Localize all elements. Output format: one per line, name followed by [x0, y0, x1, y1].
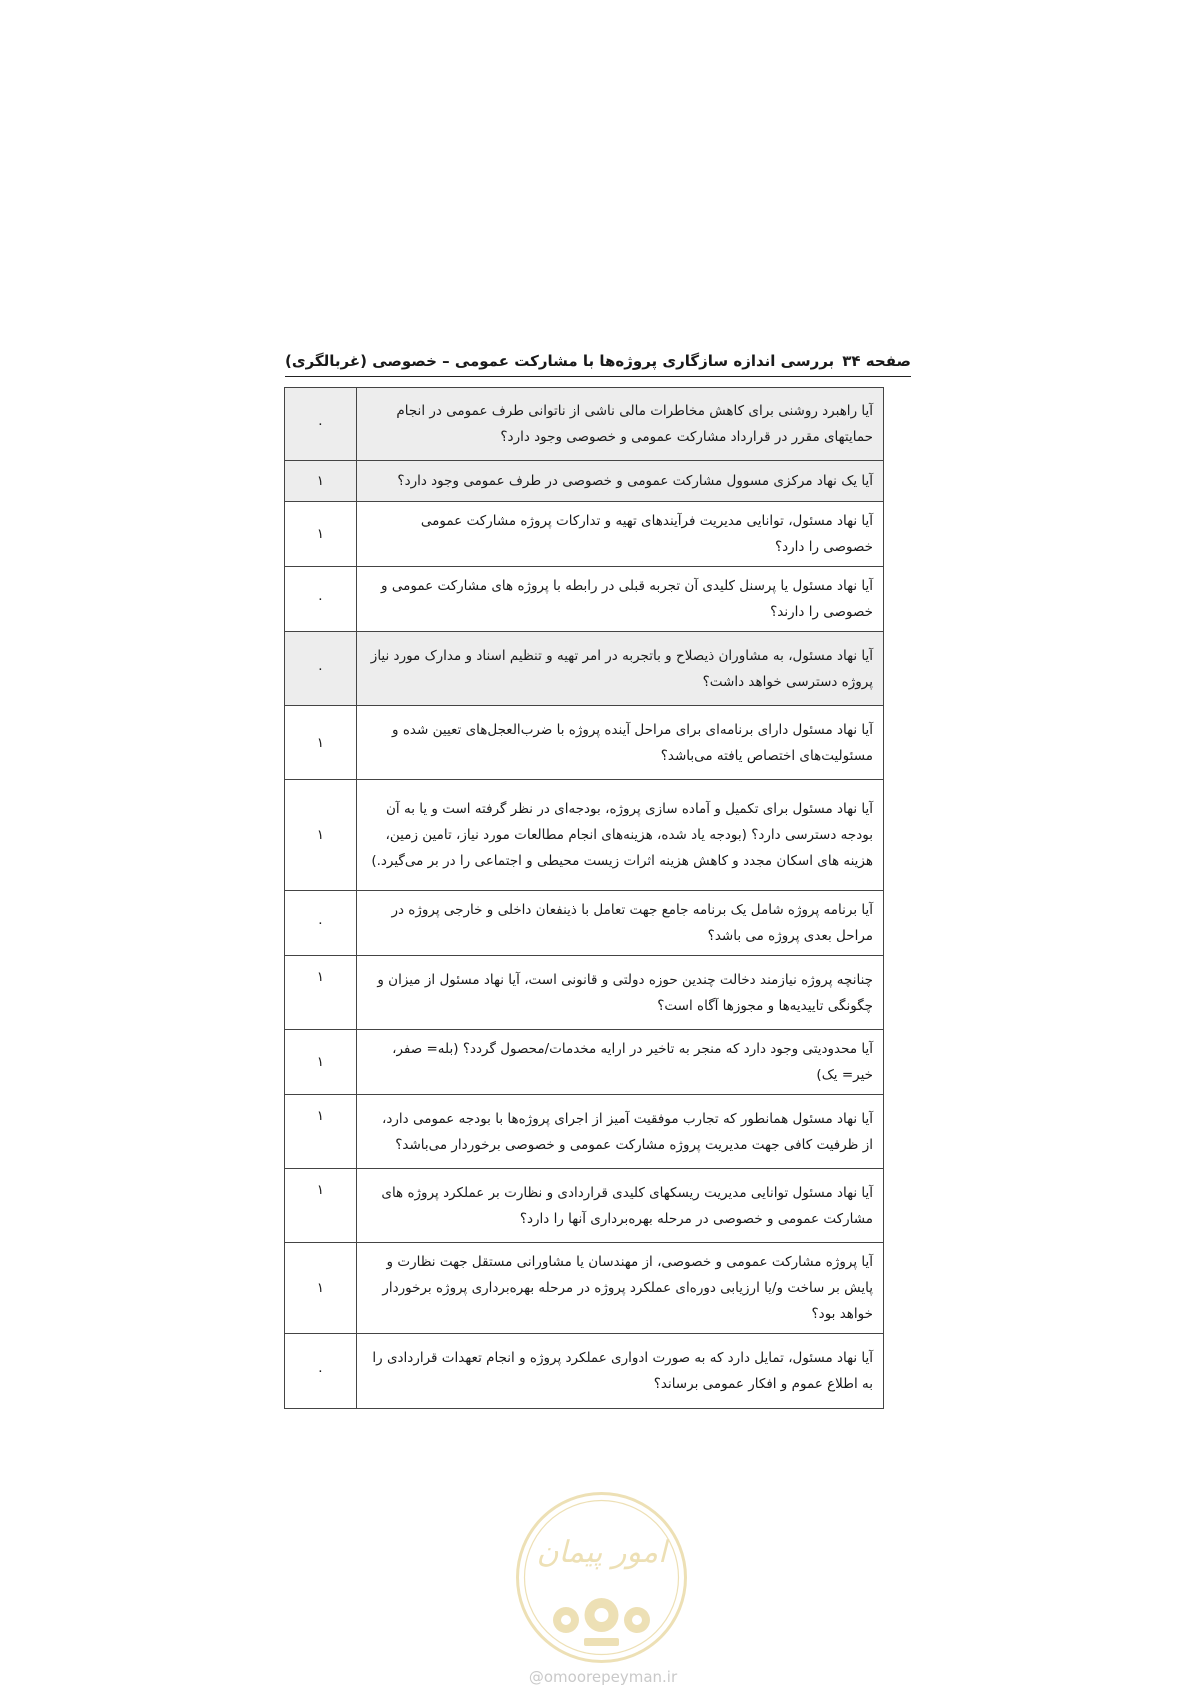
score-cell: ۱ [285, 1030, 357, 1095]
score-cell: ۱ [285, 780, 357, 891]
question-cell: آیا نهاد مسئول همانطور که تجارب موفقیت آمیز از اجرای پروژه‌ها با بودجه عمومی دارد، از ظرفیت کافی جهت مدیریت پروژه مشارکت عمومی و خصوصی برخوردار می‌باشد؟ [356, 1095, 883, 1169]
question-cell: چنانچه پروژه نیازمند دخالت چندین حوزه دولتی و قانونی است، آیا نهاد مسئول از میزان و چگونگی تاییدیه‌ها و مجوزها آگاه است؟ [356, 956, 883, 1030]
question-cell: آیا نهاد مسئول، تمایل دارد که به صورت ادواری عملکرد پروژه و انجام تعهدات قراردادی را به اطلاع عموم و افکار عمومی برساند؟ [356, 1334, 883, 1409]
score-cell: ۱ [285, 956, 357, 1030]
score-cell: ۰ [285, 632, 357, 706]
table-row [285, 502, 884, 567]
table-row [285, 1334, 884, 1409]
page-title: بررسی اندازه سازگاری پروژه‌ها با مشارکت عمومی – خصوصی (غربالگری) [285, 352, 835, 370]
page-header [285, 352, 911, 377]
website-watermark: @omoorepeyman.ir [528, 1668, 678, 1686]
question-cell: آیا یک نهاد مرکزی مسوول مشارکت عمومی و خصوصی در طرف عمومی وجود دارد؟ [356, 461, 883, 502]
score-cell: ۱ [285, 1095, 357, 1169]
table-row [285, 461, 884, 502]
score-cell: ۱ [285, 502, 357, 567]
table-row [285, 956, 884, 1030]
question-cell: آیا پروژه مشارکت عمومی و خصوصی، از مهندسان یا مشاورانی مستقل جهت نظارت و پایش بر ساخت و/یا ارزیابی دوره‌ای عملکرد پروژه در مرحله بهره‌برداری پروژه برخوردار خواهد بود؟ [356, 1243, 883, 1334]
question-cell: آیا محدودیتی وجود دارد که منجر به تاخیر در ارایه مخدمات/محصول گردد؟ (بله= صفر، خیر= یک) [356, 1030, 883, 1095]
table-row [285, 632, 884, 706]
table-row [285, 388, 884, 461]
score-cell: ۰ [285, 1334, 357, 1409]
score-cell: ۱ [285, 1169, 357, 1243]
svg-text:امور پیمان: امور پیمان [536, 1535, 667, 1570]
table-row [285, 1169, 884, 1243]
score-cell: ۱ [285, 461, 357, 502]
question-cell: آیا نهاد مسئول، به مشاوران ذیصلاح و باتجربه در امر تهیه و تنظیم اسناد و مدارک مورد نیاز پروژه دسترسی خواهد داشت؟ [356, 632, 883, 706]
table-row [285, 1095, 884, 1169]
table-row [285, 891, 884, 956]
watermark-logo-icon [514, 1490, 689, 1665]
score-cell: ۱ [285, 1243, 357, 1334]
question-cell: آیا راهبرد روشنی برای کاهش مخاطرات مالی ناشی از ناتوانی طرف عمومی در انجام حمایتهای مقرر در قرارداد مشارکت عمومی و خصوصی وجود دارد؟ [356, 388, 883, 461]
table-row [285, 780, 884, 891]
question-cell: آیا نهاد مسئول دارای برنامه‌ای برای مراحل آینده پروژه با ضرب‌العجل‌های تعیین شده و مسئولیت‌های اختصاص یافته می‌باشد؟ [356, 706, 883, 780]
table-row [285, 1243, 884, 1334]
table-row [285, 567, 884, 632]
question-cell: آیا برنامه پروژه شامل یک برنامه جامع جهت تعامل با ذینفعان داخلی و خارجی پروژه در مراحل بعدی پروژه می باشد؟ [356, 891, 883, 956]
score-cell: ۱ [285, 706, 357, 780]
score-cell: ۰ [285, 388, 357, 461]
page-number: صفحه ۳۴ [842, 352, 911, 370]
question-cell: آیا نهاد مسئول توانایی مدیریت ریسکهای کلیدی قراردادی و نظارت بر عملکرد پروژه های مشارکت عمومی و خصوصی در مرحله بهره‌برداری آنها را دارد؟ [356, 1169, 883, 1243]
score-cell: ۰ [285, 891, 357, 956]
question-cell: آیا نهاد مسئول یا پرسنل کلیدی آن تجربه قبلی در رابطه با پروژه های مشارکت عمومی و خصوصی را دارند؟ [356, 567, 883, 632]
question-cell: آیا نهاد مسئول، توانایی مدیریت فرآیندهای تهیه و تدارکات پروژه مشارکت عمومی خصوصی را دارد؟ [356, 502, 883, 567]
question-cell: آیا نهاد مسئول برای تکمیل و آماده سازی پروژه، بودجه‌ای در نظر گرفته است و یا به آن بودجه دسترسی دارد؟ (بودجه یاد شده، هزینه‌های انجام مطالعات مورد نیاز، تامین زمین، هزینه های اسکان مجدد و کاهش هزینه اثرات زیست محیطی و اجتماعی را در بر می‌گیرد.) [356, 780, 883, 891]
table-row [285, 1030, 884, 1095]
screening-checklist-table [284, 387, 884, 1409]
table-row [285, 706, 884, 780]
score-cell: ۰ [285, 567, 357, 632]
